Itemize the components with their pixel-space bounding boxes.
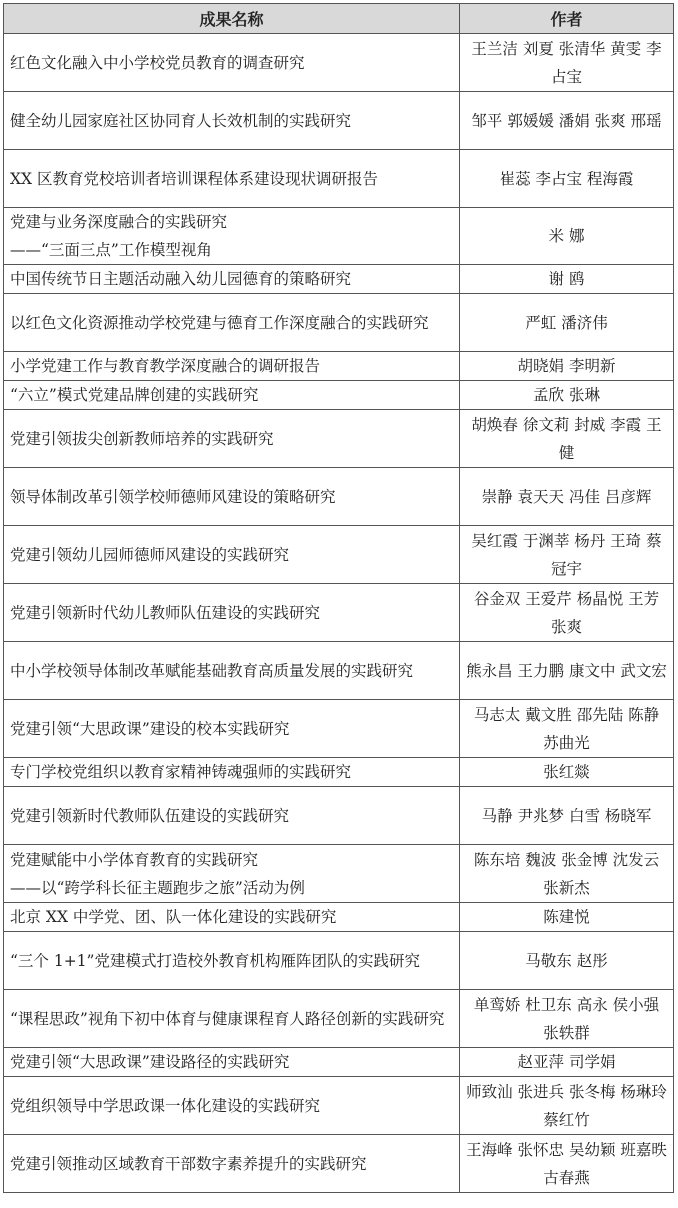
table-row [4,150,674,208]
table-row [4,208,674,265]
row-title: 党建引领“大思政课”建设的校本实践研究 [4,700,460,758]
row-title: 专门学校党组织以教育家精神铸魂强师的实践研究 [4,758,460,787]
row-title: “三个 1+1”党建模式打造校外教育机构雁阵团队的实践研究 [4,932,460,990]
row-authors: 胡焕春 徐文莉 封威 李霞 王健 [460,410,674,468]
row-authors: 崇静 袁天天 冯佳 吕彦辉 [460,468,674,526]
row-authors: 谢 鸥 [460,265,674,294]
table-row [4,1048,674,1077]
table-row [4,294,674,352]
row-title: 党建引领推动区域教育干部数字素养提升的实践研究 [4,1135,460,1193]
row-title: 党建与业务深度融合的实践研究 ——“三面三点”工作模型视角 [4,208,460,265]
row-title: “课程思政”视角下初中体育与健康课程育人路径创新的实践研究 [4,990,460,1048]
row-title: 小学党建工作与教育教学深度融合的调研报告 [4,352,460,381]
row-title: 北京 XX 中学党、团、队一体化建设的实践研究 [4,903,460,932]
row-title: 党建引领“大思政课”建设路径的实践研究 [4,1048,460,1077]
table-row [4,34,674,92]
row-authors: 陈建悦 [460,903,674,932]
row-title: 中小学校领导体制改革赋能基础教育高质量发展的实践研究 [4,642,460,700]
row-title: “六立”模式党建品牌创建的实践研究 [4,381,460,410]
row-title: 党建引领新时代教师队伍建设的实践研究 [4,787,460,845]
row-authors: 王兰洁 刘夏 张清华 黄雯 李占宝 [460,34,674,92]
row-authors: 马静 尹兆梦 白雪 杨晓军 [460,787,674,845]
row-title: 党建引领幼儿园师德师风建设的实践研究 [4,526,460,584]
row-authors: 熊永昌 王力鹏 康文中 武文宏 [460,642,674,700]
table-row [4,410,674,468]
results-table [3,3,674,1193]
row-authors: 师致汕 张进兵 张冬梅 杨琳玲 蔡红竹 [460,1077,674,1135]
row-title: XX 区教育党校培训者培训课程体系建设现状调研报告 [4,150,460,208]
table-row [4,787,674,845]
table-row [4,642,674,700]
row-authors: 马敬东 赵彤 [460,932,674,990]
header-row [4,4,674,34]
row-authors: 陈东培 魏波 张金博 沈发云 张新杰 [460,845,674,903]
row-title: 领导体制改革引领学校师德师风建设的策略研究 [4,468,460,526]
table-row [4,903,674,932]
table-row [4,265,674,294]
row-title: 党建赋能中小学体育教育的实践研究 ——以“跨学科长征主题跑步之旅”活动为例 [4,845,460,903]
table-row [4,92,674,150]
row-authors: 米 娜 [460,208,674,265]
header-authors: 作者 [460,4,674,34]
row-authors: 胡晓娟 李明新 [460,352,674,381]
row-authors: 孟欣 张琳 [460,381,674,410]
row-authors: 马志太 戴文胜 邵先陆 陈静 苏曲光 [460,700,674,758]
table-row [4,1135,674,1193]
row-authors: 吴红霞 于渊莘 杨丹 王琦 蔡冠宇 [460,526,674,584]
table-row [4,352,674,381]
table-row [4,468,674,526]
header-title: 成果名称 [4,4,460,34]
row-title: 健全幼儿园家庭社区协同育人长效机制的实践研究 [4,92,460,150]
row-authors: 严虹 潘济伟 [460,294,674,352]
table-row [4,758,674,787]
row-title: 以红色文化资源推动学校党建与德育工作深度融合的实践研究 [4,294,460,352]
row-title: 党建引领拔尖创新教师培养的实践研究 [4,410,460,468]
table-row [4,526,674,584]
row-authors: 谷金双 王爱芹 杨晶悦 王芳 张爽 [460,584,674,642]
table-row [4,1077,674,1135]
row-authors: 单鸾娇 杜卫东 高永 侯小强 张轶群 [460,990,674,1048]
table-row [4,932,674,990]
table-row [4,845,674,903]
table-row [4,990,674,1048]
table-row [4,381,674,410]
row-authors: 张红燚 [460,758,674,787]
row-title: 红色文化融入中小学校党员教育的调查研究 [4,34,460,92]
table-row [4,584,674,642]
row-authors: 赵亚萍 司学娟 [460,1048,674,1077]
row-title: 党建引领新时代幼儿教师队伍建设的实践研究 [4,584,460,642]
row-title: 党组织领导中学思政课一体化建设的实践研究 [4,1077,460,1135]
row-authors: 王海峰 张怀忠 吴幼颖 班嘉昳 古春燕 [460,1135,674,1193]
row-authors: 崔蕊 李占宝 程海霞 [460,150,674,208]
row-authors: 邹平 郭媛媛 潘娟 张爽 邢瑶 [460,92,674,150]
row-title: 中国传统节日主题活动融入幼儿园德育的策略研究 [4,265,460,294]
table-row [4,700,674,758]
